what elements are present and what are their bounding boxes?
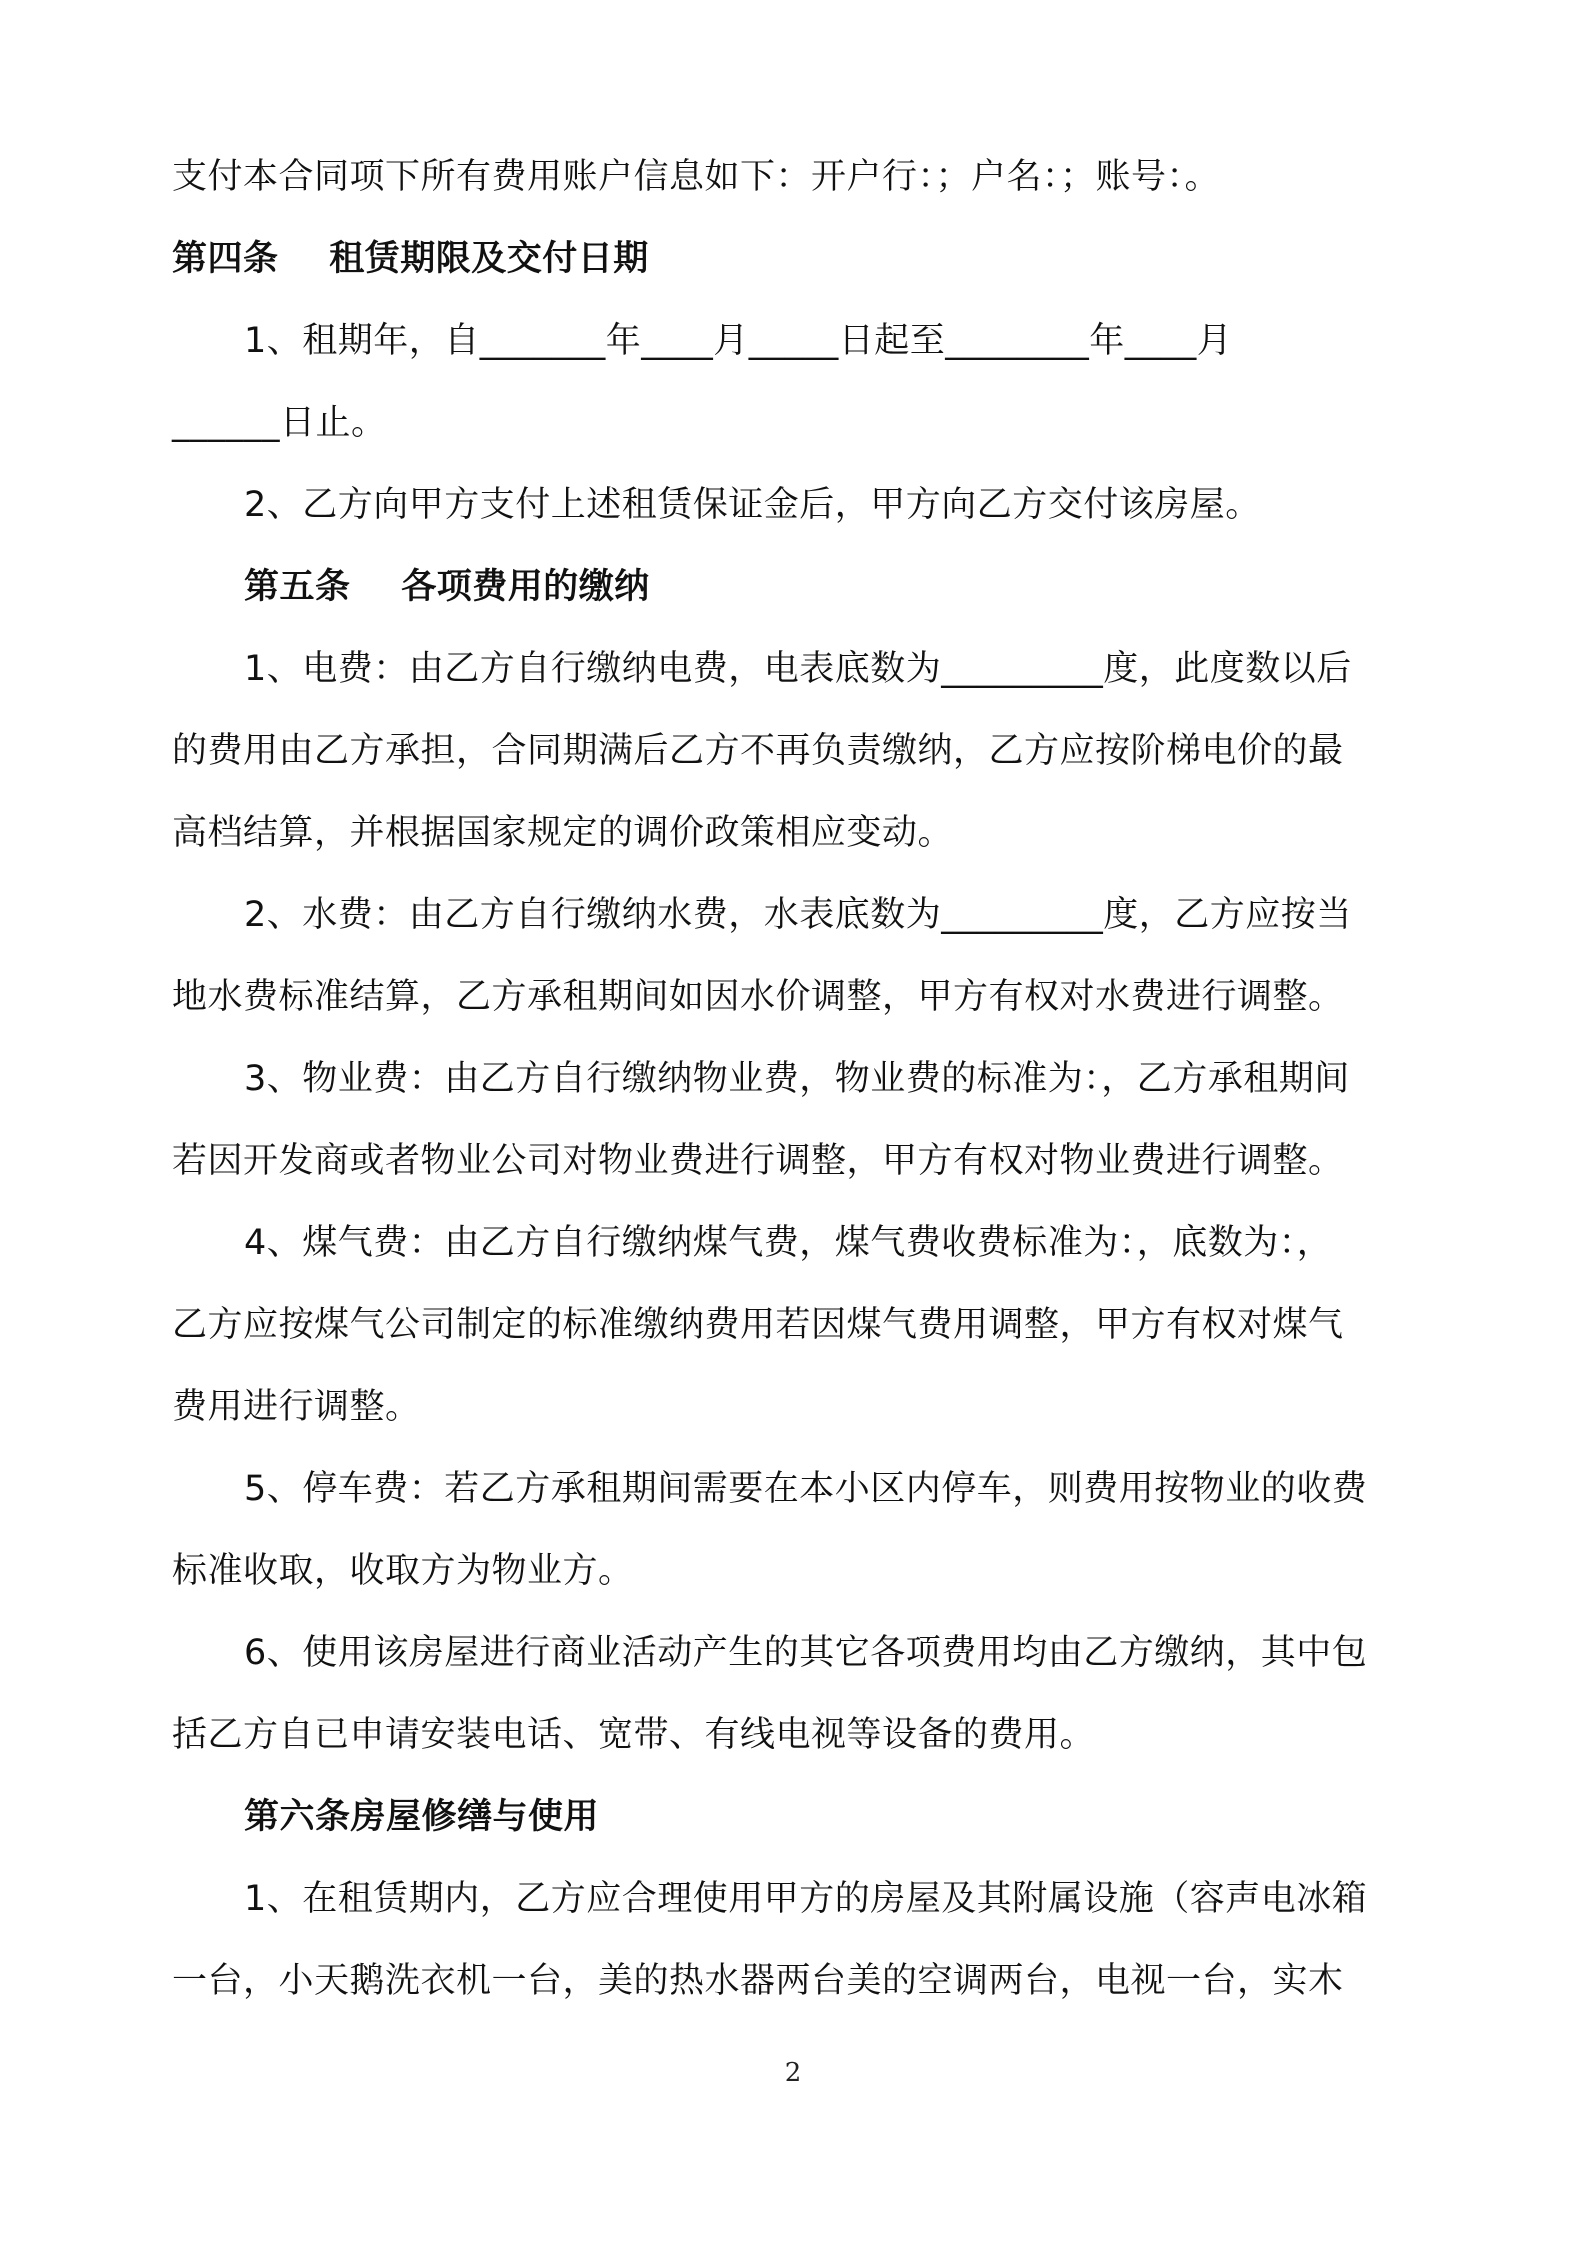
paragraph-line: 地水费标准结算，乙方承租期间如因水价调整，甲方有权对水费进行调整。: [172, 977, 1344, 1017]
paragraph-line: 1、电费：由乙方自行缴纳电费，电表底数为_________度，此度数以后: [244, 649, 1352, 689]
paragraph-line: 标准收取，收取方为物业方。: [172, 1551, 634, 1591]
section-heading-article-6: 第六条房屋修缮与使用: [244, 1797, 600, 1837]
paragraph-line: 高档结算，并根据国家规定的调价政策相应变动。: [172, 813, 954, 853]
document-body: [172, 136, 1428, 2022]
section-heading-article-5: 第五条 各项费用的缴纳: [244, 567, 650, 607]
paragraph-line: 括乙方自已申请安装电话、宽带、有线电视等设备的费用。: [172, 1715, 1096, 1755]
paragraph-line: 1、在租赁期内，乙方应合理使用甲方的房屋及其附属设施（容声电冰箱: [244, 1879, 1368, 1919]
paragraph-line: ______日止。: [172, 403, 387, 443]
paragraph-line: 费用进行调整。: [172, 1387, 421, 1427]
paragraph-line: 乙方应按煤气公司制定的标准缴纳费用若因煤气费用调整，甲方有权对煤气: [172, 1305, 1344, 1345]
paragraph-line: 支付本合同项下所有费用账户信息如下：开户行：；户名：；账号：。: [172, 157, 1221, 197]
paragraph-line: 4、煤气费：由乙方自行缴纳煤气费，煤气费收费标准为：，底数为：，: [244, 1223, 1333, 1263]
page-number: 2: [784, 2058, 802, 2088]
paragraph-line: 5、停车费：若乙方承租期间需要在本小区内停车，则费用按物业的收费: [244, 1469, 1368, 1509]
section-heading-article-4: 第四条 租赁期限及交付日期: [172, 239, 649, 279]
paragraph-line: 若因开发商或者物业公司对物业费进行调整，甲方有权对物业费进行调整。: [172, 1141, 1344, 1181]
paragraph-line: 一台，小天鹅洗衣机一台，美的热水器两台美的空调两台，电视一台，实木: [172, 1961, 1344, 2001]
paragraph-line: 2、乙方向甲方支付上述租赁保证金后，甲方向乙方交付该房屋。: [244, 485, 1261, 525]
paragraph-line: 2、水费：由乙方自行缴纳水费，水表底数为_________度，乙方应按当: [244, 895, 1352, 935]
paragraph-line: 3、物业费：由乙方自行缴纳物业费，物业费的标准为：，乙方承租期间: [244, 1059, 1350, 1099]
paragraph-line: 1、租期年，自_______年____月_____日起至________年____月: [244, 321, 1233, 361]
paragraph-line: 6、使用该房屋进行商业活动产生的其它各项费用均由乙方缴纳，其中包: [244, 1633, 1368, 1673]
paragraph-line: 的费用由乙方承担，合同期满后乙方不再负责缴纳，乙方应按阶梯电价的最: [172, 731, 1344, 771]
